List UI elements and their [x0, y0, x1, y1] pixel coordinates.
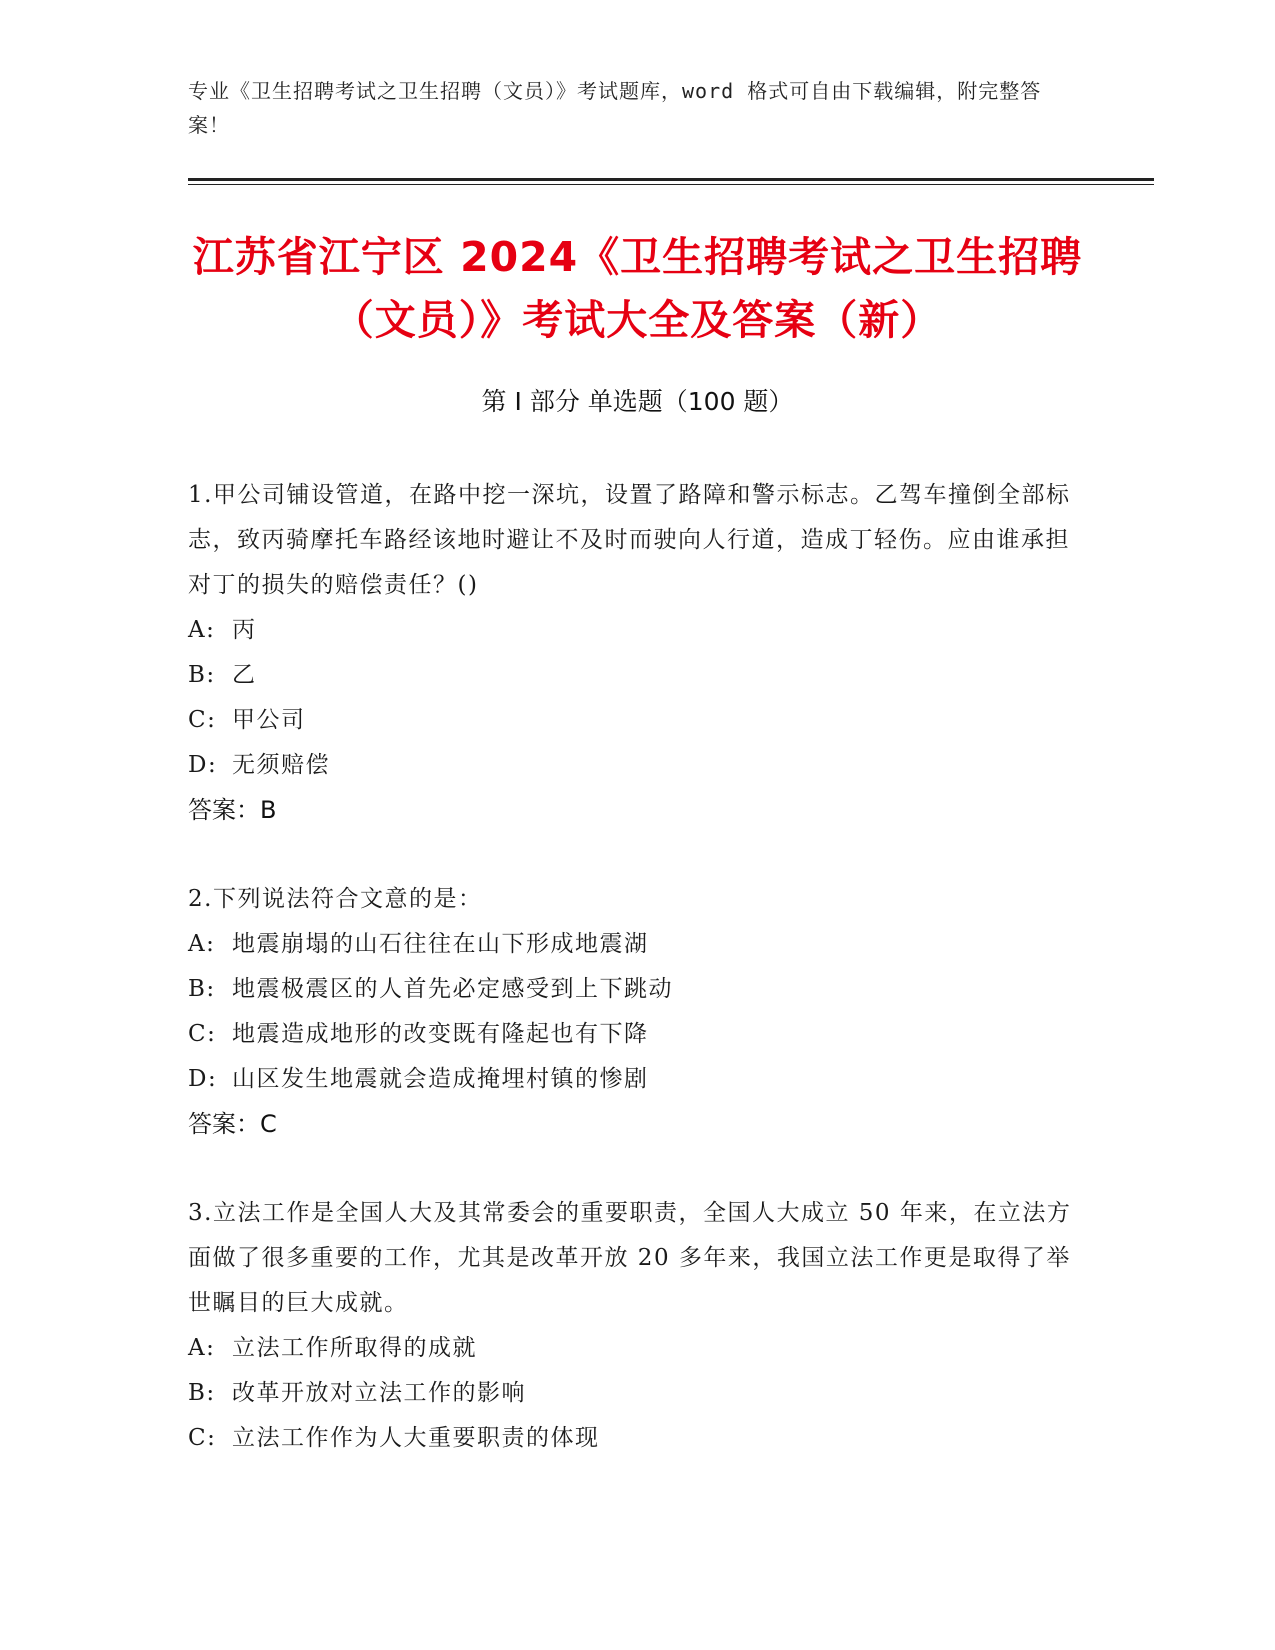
option-key: B: [188, 1380, 216, 1406]
header-rule-thick [188, 178, 1154, 181]
option-text: 立法工作作为人大重要职责的体现 [232, 1425, 600, 1451]
option-text: 山区发生地震就会造成掩埋村镇的惨剧 [232, 1066, 649, 1092]
option-key: C: [188, 1425, 217, 1451]
answer-line: 答案：C [188, 1110, 277, 1138]
option-key: A: [188, 617, 216, 643]
question-1 [188, 473, 1088, 833]
option-c [188, 1416, 1088, 1461]
option-text: 甲公司 [232, 707, 306, 733]
option-text: 无须赔偿 [232, 752, 330, 778]
option-a [188, 1326, 1088, 1371]
option-text: 地震极震区的人首先必定感受到上下跳动 [232, 976, 673, 1002]
header-rule-thin [188, 184, 1154, 185]
option-b [188, 967, 1088, 1012]
question-stem: 2.下列说法符合文意的是： [188, 886, 483, 912]
option-c [188, 1012, 1088, 1057]
option-key: B: [188, 662, 216, 688]
option-b [188, 653, 1088, 698]
option-b [188, 1371, 1088, 1416]
option-d [188, 1057, 1088, 1102]
answer-line: 答案：B [188, 796, 277, 824]
option-text: 丙 [232, 617, 257, 643]
option-text: 改革开放对立法工作的影响 [232, 1380, 526, 1406]
option-key: B: [188, 976, 216, 1002]
option-key: D: [188, 1066, 218, 1092]
question-2 [188, 877, 1088, 1147]
option-key: D: [188, 752, 218, 778]
question-stem: 3.立法工作是全国人大及其常委会的重要职责，全国人大成立 50 年来，在立法方面做了很多重要的工作，尤其是改革开放 20 多年来，我国立法工作更是取得了举世瞩目的巨大成就。 [188, 1200, 1072, 1316]
option-d [188, 743, 1088, 788]
option-text: 立法工作所取得的成就 [232, 1335, 477, 1361]
question-stem: 1.甲公司铺设管道，在路中挖一深坑，设置了路障和警示标志。乙驾车撞倒全部标志，致丙骑摩托车路经该地时避让不及时而驶向人行道，造成丁轻伤。应由谁承担对丁的损失的赔偿责任？() [188, 482, 1071, 598]
option-key: A: [188, 1335, 216, 1361]
option-c [188, 698, 1088, 743]
option-key: C: [188, 1021, 217, 1047]
section-title: 第 I 部分 单选题（100 题） [481, 387, 794, 416]
option-a [188, 922, 1088, 967]
option-text: 地震造成地形的改变既有隆起也有下降 [232, 1021, 649, 1047]
option-key: C: [188, 707, 217, 733]
header-note: 专业《卫生招聘考试之卫生招聘（文员）》考试题库，word 格式可自由下载编辑，附完整答案！ [188, 79, 1042, 137]
document-title: 江苏省江宁区 2024《卫生招聘考试之卫生招聘（文员）》考试大全及答案（新） [192, 233, 1083, 344]
option-text: 乙 [232, 662, 257, 688]
option-key: A: [188, 931, 216, 957]
option-text: 地震崩塌的山石往往在山下形成地震湖 [232, 931, 649, 957]
question-3 [188, 1191, 1088, 1461]
option-a [188, 608, 1088, 653]
question-list [188, 473, 1088, 1505]
